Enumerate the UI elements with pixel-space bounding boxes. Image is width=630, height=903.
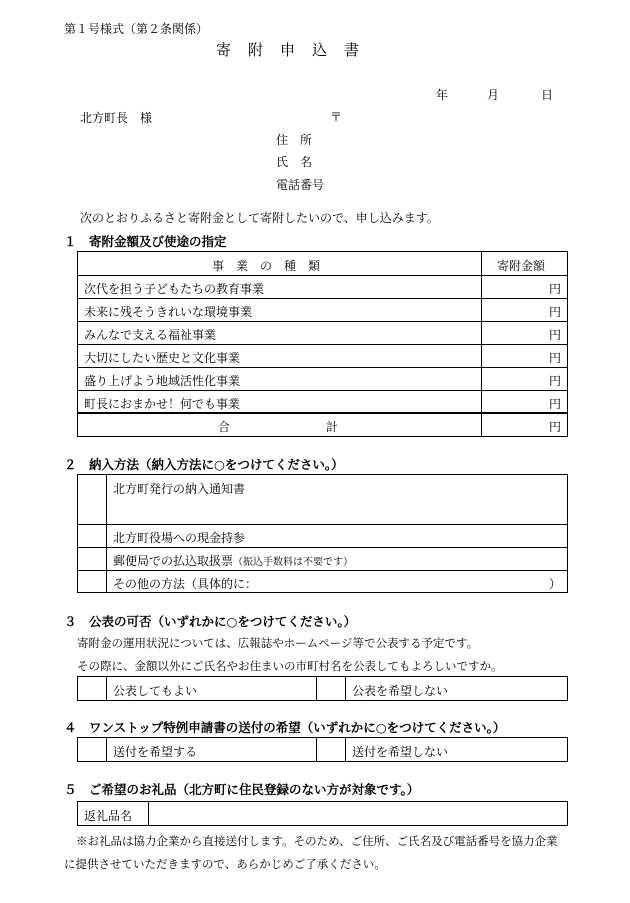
col-header-type: 事 業 の 種 類	[212, 259, 321, 273]
date-year-label: 年	[436, 88, 449, 102]
section2-heading: ２ 納入方法（納入方法に○をつけてください。）	[64, 457, 344, 472]
payment-option-other: その他の方法（具体的に：	[113, 577, 258, 591]
gift-note-1: ※お礼品は協力企業から直接送付します。そのため、ご住所、ご氏名及び電話番号を協力企業	[76, 834, 558, 848]
date-month-label: 月	[487, 88, 500, 102]
other-close-paren: ）	[549, 577, 562, 591]
date-day-label: 日	[541, 88, 554, 102]
onestop-option-yes: 送付を希望する	[113, 745, 198, 759]
yen-unit: 円	[549, 397, 562, 411]
project-row-label: 大切にしたい歴史と文化事業	[84, 351, 241, 365]
project-row-label: 未来に残そうきれいな環境事業	[84, 305, 253, 319]
section1-heading: １ 寄附金額及び使途の指定	[64, 234, 227, 249]
name-label: 氏 名	[276, 155, 313, 169]
address-label: 住 所	[276, 133, 313, 147]
publication-note-2: その際に、金額以外にご氏名やお住まいの市町村名を公表してもよろしいですか。	[77, 659, 503, 673]
project-row-label: 次代を担う子どもたちの教育事業	[84, 282, 265, 296]
publication-note-1: 寄附金の運用状況については、広報誌やホームページ等で公表する予定です。	[77, 636, 479, 650]
publication-option-yes: 公表してもよい	[113, 684, 198, 698]
project-row-label: 盛り上げよう地域活性化事業	[84, 374, 241, 388]
total-yen-unit: 円	[549, 420, 562, 434]
payment-option-notice: 北方町発行の納入通知書	[113, 482, 246, 496]
intro-text: 次のとおりふるさと寄附金として寄附したいので、申し込みます。	[80, 211, 439, 225]
gift-name-label: 返礼品名	[84, 809, 133, 823]
yen-unit: 円	[549, 351, 562, 365]
publication-option-no: 公表を希望しない	[352, 684, 449, 698]
yen-unit: 円	[549, 328, 562, 342]
section5-heading: ５ ご希望のお礼品（北方町に住民登録のない方が対象です。）	[64, 782, 420, 797]
col-header-amount: 寄附金額	[497, 259, 546, 273]
addressee: 北方町長 様	[80, 111, 153, 125]
total-label: 合 計	[218, 420, 339, 434]
page-title: 寄 附 申 込 書	[216, 41, 361, 59]
yen-unit: 円	[549, 374, 562, 388]
payment-option-postal: 郵便局での払込取扱票（振込手数料は不要です）	[113, 554, 354, 568]
yen-unit: 円	[549, 305, 562, 319]
gift-table	[77, 801, 568, 826]
project-row-label: 町長におまかせ！何でも事業	[84, 397, 241, 411]
section4-heading: ４ ワンストップ特例申請書の送付の希望（いずれかに○をつけてください。）	[64, 720, 506, 735]
phone-label: 電話番号	[276, 178, 325, 192]
yen-unit: 円	[549, 282, 562, 296]
form-number: 第１号様式（第２条関係）	[64, 22, 209, 36]
postal-mark: 〒	[330, 110, 343, 124]
onestop-option-no: 送付を希望しない	[352, 745, 449, 759]
payment-option-cash: 北方町役場への現金持参	[113, 531, 246, 545]
project-row-label: みんなで支える福祉事業	[84, 328, 217, 342]
section3-heading: ３ 公表の可否（いずれかに○をつけてください。）	[64, 614, 357, 629]
gift-note-2: に提供させていただきますので、あらかじめご了承ください。	[64, 857, 386, 871]
